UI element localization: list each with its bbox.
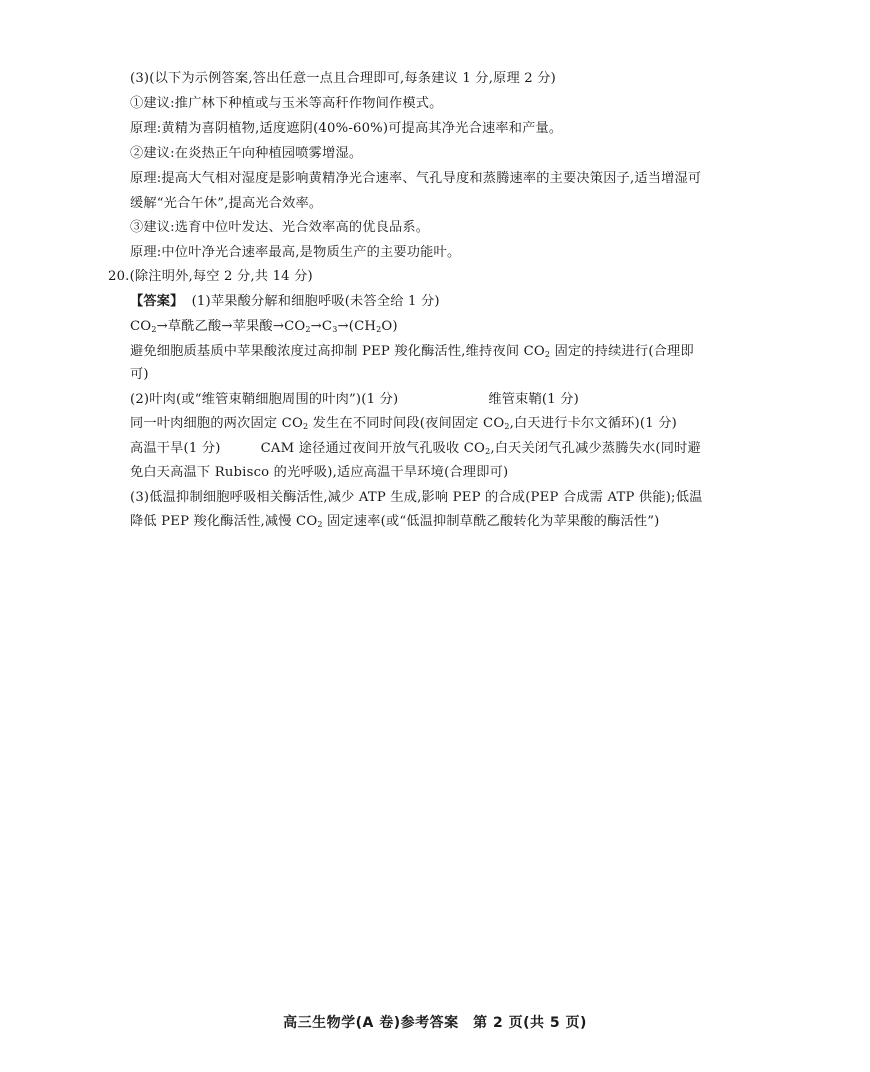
principle-1: 原理:黄精为喜阴植物,适度遮阴(40%-60%)可提高其净光合速率和产量。 (130, 121, 563, 136)
part3-line1: (3)低温抑制细胞呼吸相关酶活性,减少 ATP 生成,影响 PEP 的合成(PEP 合成需 ATP 供能);低温 (130, 490, 703, 505)
answer-line-1 (130, 293, 440, 311)
pep-explanation-line2: 可) (130, 367, 149, 382)
part3-heading: (3)(以下为示例答案,答出任意一点且合理即可,每条建议 1 分,原理 2 分) (130, 71, 556, 86)
part2-line2: 同一叶肉细胞的两次固定 $CO_2$ 发生在不同时间段(夜间固定 $CO_2$,白天进行卡尔文循环)(1 分) (130, 416, 677, 431)
co2-pathway-formula: $CO_2\to$草酰乙酸→苹果酸$\to CO_2\to C_3\to(CH_2O)$ (130, 319, 398, 334)
part2-line1: (2)叶肉(或“维管束鞘细胞周围的叶肉”)(1 分) 维管束鞘(1 分) (130, 392, 579, 407)
question-20-heading: 20.(除注明外,每空 2 分,共 14 分) (108, 269, 313, 284)
principle-2-line1: 原理:提高大气相对湿度是影响黄精净光合速率、气孔导度和蒸腾速率的主要决策因子,适当增湿可 (130, 171, 702, 186)
page-footer: 高三生物学(A 卷)参考答案 第 2 页(共 5 页) (283, 1015, 587, 1031)
suggestion-3: ③建议:选育中位叶发达、光合效率高的优良品系。 (130, 220, 430, 235)
suggestion-1: ①建议:推广林下种植或与玉米等高秆作物间作模式。 (130, 96, 443, 111)
pep-explanation-line1: 避免细胞质基质中苹果酸浓度过高抑制 PEP 羧化酶活性,维持夜间 $CO_2$ 固定的持续进行(合理即 (130, 344, 694, 359)
part2-line3: 高温干旱(1 分) CAM 途径通过夜间开放气孔吸收 $CO_2$,白天关闭气孔减少蒸腾失水(同时避 (130, 441, 701, 456)
principle-2-line2: 缓解“光合午休”,提高光合效率。 (130, 196, 323, 211)
answer-part1-text: (1)苹果酸分解和细胞呼吸(未答全给 1 分) (191, 294, 440, 309)
part2-line4: 免白天高温下 Rubisco 的光呼吸),适应高温干旱环境(合理即可) (130, 465, 509, 480)
part3-line2: 降低 PEP 羧化酶活性,减慢 $CO_2$ 固定速率(或“低温抑制草酰乙酸转化为苹果酸的酶活性”) (130, 514, 660, 529)
suggestion-2: ②建议:在炎热正午向种植园喷雾增湿。 (130, 146, 363, 161)
answer-label: 【答案】 (130, 294, 184, 309)
principle-3: 原理:中位叶净光合速率最高,是物质生产的主要功能叶。 (130, 245, 461, 260)
